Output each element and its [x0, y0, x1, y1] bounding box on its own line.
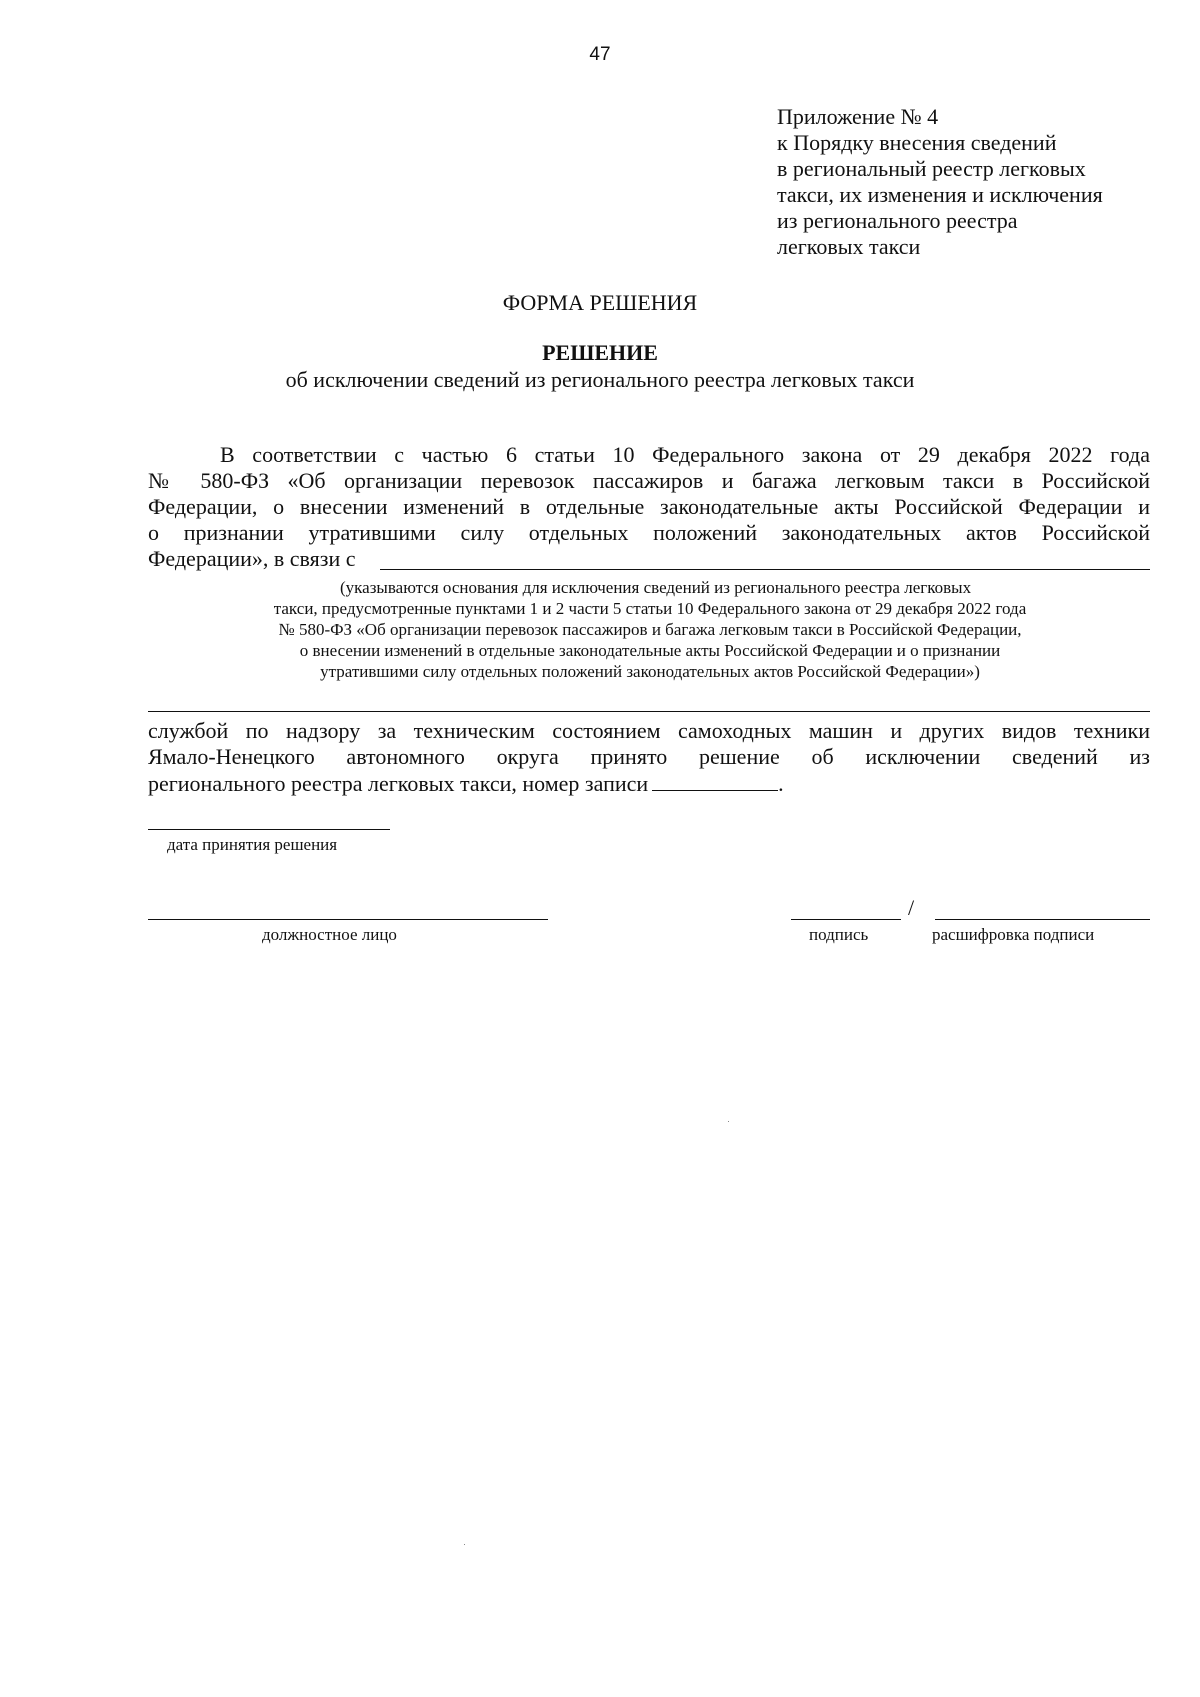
appendix-line: к Порядку внесения сведений [777, 130, 1057, 155]
hint-line: (указываются основания для исключения сведений из регионального реестра легковых [340, 578, 972, 597]
record-number-line[interactable] [652, 770, 778, 791]
appendix-line: легковых такси [777, 234, 921, 259]
paragraph-line: В соответствии с частью 6 статьи 10 Федерального закона от 29 декабря 2022 года [220, 442, 1150, 467]
appendix-line: такси, их изменения и исключения [777, 182, 1103, 207]
paragraph-line: № 580-ФЗ «Об организации перевозок пассажиров и багажа легковым такси в Российской [148, 468, 1150, 493]
official-label: должностное лицо [262, 925, 397, 944]
paragraph-line-text: регионального реестра легковых такси, номер записи [148, 771, 649, 796]
paragraph-line-last [148, 770, 1150, 797]
hint-line: такси, предусмотренные пунктами 1 и 2 части 5 статьи 10 Федерального закона от 29 декабря 2022 года [273, 599, 1027, 618]
paragraph-line: Федерации, о внесении изменений в отдельные законодательные акты Российской Федерации и [148, 494, 1150, 519]
paragraph-line: Федерации», в связи с [148, 546, 356, 571]
form-title: ФОРМА РЕШЕНИЯ [502, 290, 698, 315]
scan-speck [728, 1121, 729, 1122]
page-number: 47 [589, 44, 611, 65]
hint-line: о внесении изменений в отдельные законодательные акты Российской Федерации и о признании [299, 641, 1001, 660]
scan-speck [464, 1544, 465, 1545]
paragraph-end-punct: . [778, 771, 784, 796]
paragraph-decision [148, 718, 1150, 797]
hint-line: № 580-ФЗ «Об организации перевозок пассажиров и багажа легковым такси в Российской Федерации, [278, 620, 1022, 639]
paragraph-line: Ямало-Ненецкого автономного округа принято решение об исключении сведений из [148, 744, 1150, 769]
decision-title: РЕШЕНИЕ [542, 340, 658, 365]
reason-fill-line[interactable] [380, 569, 1150, 570]
date-label: дата принятия решения [167, 835, 338, 854]
signature-label: подпись [809, 925, 869, 944]
decision-subtitle: об исключении сведений из регионального реестра легковых такси [285, 367, 915, 392]
decoding-label: расшифровка подписи [932, 925, 1095, 944]
appendix-line: Приложение № 4 [777, 104, 939, 129]
signature-separator: / [908, 895, 915, 920]
reason-continuation-line[interactable] [148, 711, 1150, 712]
reason-hint [150, 577, 1150, 682]
paragraph-line: о признании утратившими силу отдельных положений законодательных актов Российской [148, 520, 1150, 545]
signature-fill-line[interactable] [791, 919, 901, 920]
appendix-line: из регионального реестра [777, 208, 1018, 233]
hint-line: утратившими силу отдельных положений законодательных актов Российской Федерации») [320, 662, 980, 681]
appendix-line: в региональный реестр легковых [777, 156, 1086, 181]
paragraph-legal-basis [148, 442, 1150, 572]
decoding-fill-line[interactable] [935, 919, 1150, 920]
appendix-block [777, 104, 1157, 260]
paragraph-line: службой по надзору за техническим состоянием самоходных машин и других видов техники [148, 718, 1150, 743]
official-fill-line[interactable] [148, 919, 548, 920]
date-fill-line[interactable] [148, 829, 390, 830]
